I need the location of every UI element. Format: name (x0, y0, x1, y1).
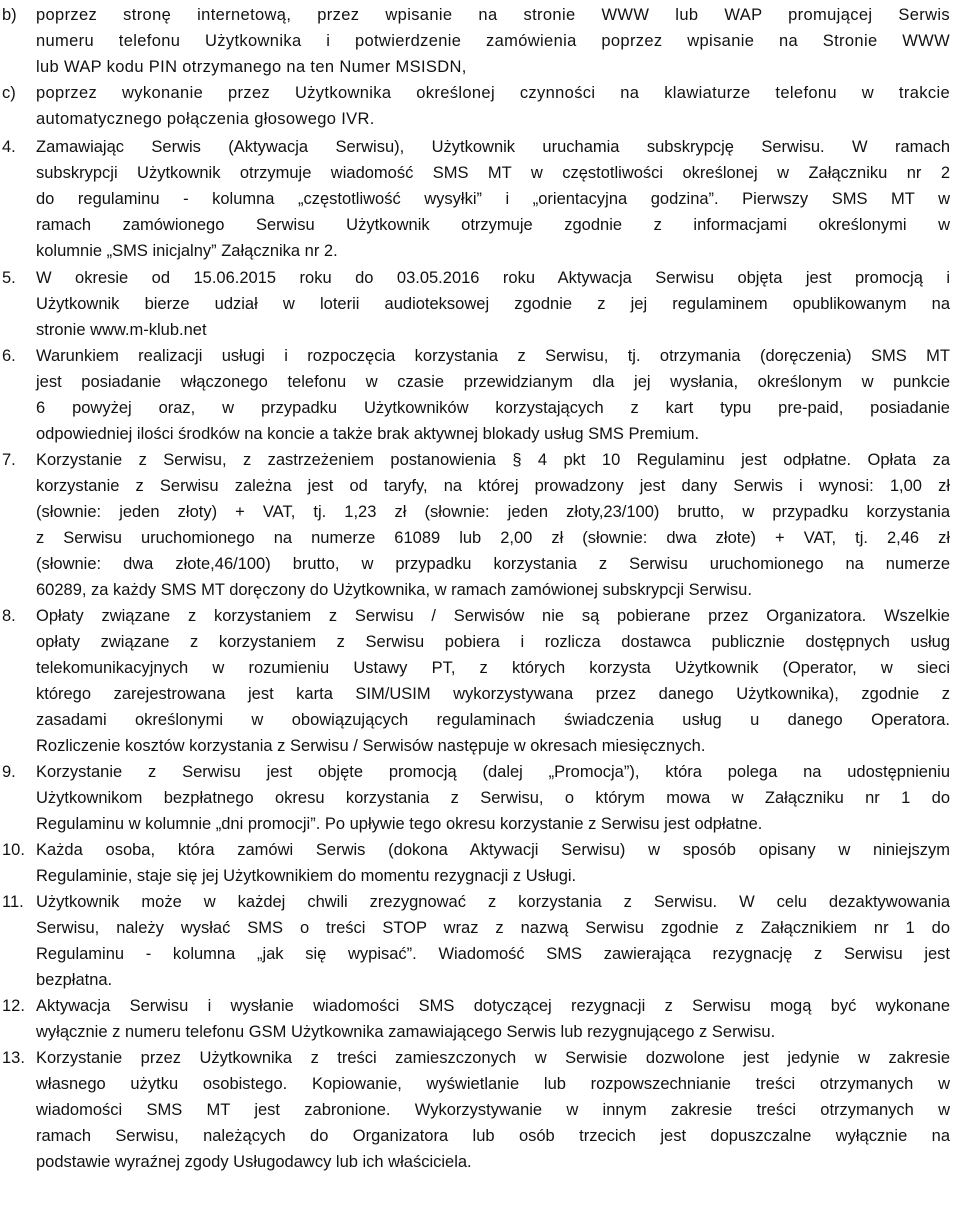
list-item-text (36, 1045, 950, 1175)
text-line: Aktywacja Serwisu i wysłanie wiadomości SMS dotyczącej rezygnacji z Serwisu mogą być wykonane (36, 997, 950, 1015)
text-line: 60289, za każdy SMS MT doręczony do Użytkownika, w ramach zamówionej subskrypcji Serwisu. (36, 581, 752, 599)
list-item-text (36, 603, 950, 759)
text-line: stronie www.m-klub.net (36, 321, 207, 339)
text-line: opłaty związane z korzystaniem z Serwisu pobiera i rozlicza dostawca publicznie dostępnych usług (36, 633, 950, 651)
text-line: ramach zamówionego Serwisu Użytkownik otrzymuje zgodnie z informacjami określonymi w (36, 216, 950, 234)
text-line: do regulaminu - kolumna „częstotliwość wysyłki” i „orientacyjna godzina”. Pierwszy SMS MT w (36, 190, 950, 208)
text-line: poprzez stronę internetową, przez wpisanie na stronie WWW lub WAP promującej Serwis (36, 6, 950, 24)
text-line: korzystanie z Serwisu zależna jest od taryfy, na której prowadzony jest dany Serwis i wynosi: 1,00 zł (36, 477, 950, 495)
text-line: bezpłatna. (36, 971, 113, 989)
list-item-text (36, 134, 950, 264)
text-line: ramach Serwisu, należących do Organizatora lub osób trzecich jest dopuszczalne wyłącznie na (36, 1127, 950, 1145)
text-line: zasadami określonymi w obowiązujących regulaminach świadczenia usług u danego Operatora. (36, 711, 950, 729)
text-line: wyłącznie z numeru telefonu GSM Użytkownika zamawiającego Serwis lub rezygnującego z Serwisu. (36, 1023, 776, 1041)
text-line: Regulaminu - kolumna „jak się wypisać”. Wiadomość SMS zawierająca rezygnację z Serwisu jest (36, 945, 950, 963)
text-line: Rozliczenie kosztów korzystania z Serwisu / Serwisów następuje w okresach miesięcznych. (36, 737, 706, 755)
text-line: Opłaty związane z korzystaniem z Serwisu / Serwisów nie są pobierane przez Organizatora. Wszelkie (36, 607, 950, 625)
text-line: Użytkownik bierze udział w loterii audioteksowej zgodnie z jej regulaminem opublikowanym na (36, 295, 950, 313)
list-marker: 13. (2, 1049, 25, 1067)
text-line: Regulaminu w kolumnie „dni promocji”. Po upływie tego okresu korzystanie z Serwisu jest odpłatne. (36, 815, 763, 833)
text-line: poprzez wykonanie przez Użytkownika określonej czynności na klawiaturze telefonu w trakcie (36, 84, 950, 102)
list-marker: 4. (2, 138, 16, 156)
list-item-text (36, 993, 950, 1045)
list-marker: 10. (2, 841, 25, 859)
text-line: jest posiadanie włączonego telefonu w czasie przewidzianym dla jej wysłania, określonym w punkcie (36, 373, 950, 391)
list-marker: 7. (2, 451, 16, 469)
list-item-text (36, 343, 950, 447)
text-line: telekomunikacyjnych w rozumieniu Ustawy PT, z których korzysta Użytkownik (Operator, w sieci (36, 659, 950, 677)
text-line: Każda osoba, która zamówi Serwis (dokona Aktywacji Serwisu) w sposób opisany w niniejszym (36, 841, 950, 859)
text-line: którego zarejestrowana jest karta SIM/USIM wykorzystywana przez danego Użytkownika), zgodnie z (36, 685, 950, 703)
list-item-text (36, 80, 950, 132)
text-line: wiadomości SMS MT jest zabronione. Wykorzystywanie w innym zakresie treści otrzymanych w (36, 1101, 950, 1119)
list-marker: c) (2, 84, 16, 102)
list-marker: 8. (2, 607, 16, 625)
text-line: własnego użytku osobistego. Kopiowanie, wyświetlanie lub rozpowszechnianie treści otrzymanych w (36, 1075, 950, 1093)
text-line: Korzystanie przez Użytkownika z treści zamieszczonych w Serwisie dozwolone jest jedynie w zakresie (36, 1049, 950, 1067)
text-line: Użytkownik może w każdej chwili zrezygnować z korzystania z Serwisu. W celu dezaktywowania (36, 893, 950, 911)
text-line: numeru telefonu Użytkownika i potwierdzenie zamówienia poprzez wpisanie na Stronie WWW (36, 32, 950, 50)
list-item-text (36, 265, 950, 343)
list-item-text (36, 447, 950, 603)
text-line: Korzystanie z Serwisu, z zastrzeżeniem postanowienia § 4 pkt 10 Regulaminu jest odpłatne. Opłata za (36, 451, 950, 469)
text-line: 6 powyżej oraz, w przypadku Użytkowników korzystających z kart typu pre-paid, posiadanie (36, 399, 950, 417)
list-marker: 5. (2, 269, 16, 287)
text-line: (słownie: dwa złote,46/100) brutto, w przypadku korzystania z Serwisu uruchomionego na numerze (36, 555, 950, 573)
text-line: Użytkownikom bezpłatnego okresu korzystania z Serwisu, o którym mowa w Załączniku nr 1 do (36, 789, 950, 807)
list-item-text (36, 2, 950, 80)
list-marker: 9. (2, 763, 16, 781)
list-item-text (36, 837, 950, 889)
list-marker: 12. (2, 997, 25, 1015)
text-line: automatycznego połączenia głosowego IVR. (36, 110, 375, 128)
list-marker: 6. (2, 347, 16, 365)
text-line: subskrypcji Użytkownik otrzymuje wiadomość SMS MT w częstotliwości określonej w Załączniku nr 2 (36, 164, 950, 182)
text-line: Warunkiem realizacji usługi i rozpoczęcia korzystania z Serwisu, tj. otrzymania (doręczenia) SMS MT (36, 347, 950, 365)
text-line: W okresie od 15.06.2015 roku do 03.05.2016 roku Aktywacja Serwisu objęta jest promocją i (36, 269, 950, 287)
text-line: (słownie: jeden złoty) + VAT, tj. 1,23 zł (słownie: jeden złoty,23/100) brutto, w przypadku korzystania (36, 503, 950, 521)
list-item-text (36, 889, 950, 993)
text-line: z Serwisu uruchomionego na numerze 61089 lub 2,00 zł (słownie: dwa złote) + VAT, tj. 2,46 zł (36, 529, 950, 547)
list-item-text (36, 759, 950, 837)
list-marker: b) (2, 6, 17, 24)
text-line: odpowiedniej ilości środków na koncie a także brak aktywnej blokady usług SMS Premium. (36, 425, 700, 443)
text-line: kolumnie „SMS inicjalny” Załącznika nr 2. (36, 242, 338, 260)
text-line: Zamawiając Serwis (Aktywacja Serwisu), Użytkownik uruchamia subskrypcję Serwisu. W ramach (36, 138, 950, 156)
text-line: Serwisu, należy wysłać SMS o treści STOP wraz z nazwą Serwisu zgodnie z Załącznikiem nr 1 do (36, 919, 950, 937)
text-line: lub WAP kodu PIN otrzymanego na ten Numer MSISDN, (36, 58, 467, 76)
text-line: Korzystanie z Serwisu jest objęte promocją (dalej „Promocja”), która polega na udostępnieniu (36, 763, 950, 781)
text-line: Regulaminie, staje się jej Użytkownikiem do momentu rezygnacji z Usługi. (36, 867, 577, 885)
text-line: podstawie wyraźnej zgody Usługodawcy lub ich właściciela. (36, 1153, 472, 1171)
list-marker: 11. (2, 893, 24, 911)
